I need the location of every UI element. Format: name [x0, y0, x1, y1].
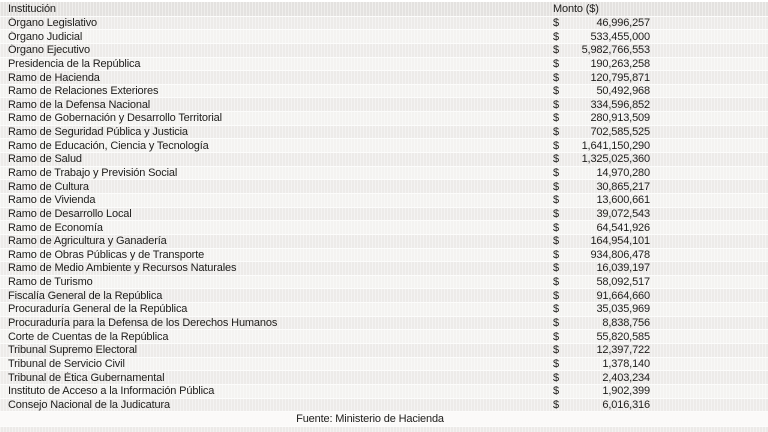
source-note: Fuente: Ministerio de Hacienda — [296, 413, 444, 426]
currency-symbol: $ — [553, 180, 559, 193]
amount-value: 55,820,585 — [596, 330, 650, 343]
amount-value: 280,913,509 — [590, 112, 650, 125]
institution-cell: Ramo de Medio Ambiente y Recursos Naturales — [8, 262, 237, 275]
institution-cell: Presidencia de la República — [8, 57, 141, 70]
institution-cell: Ramo de Gobernación y Desarrollo Territorial — [8, 112, 222, 125]
table-row — [0, 221, 768, 235]
amount-value: 334,596,852 — [590, 98, 650, 111]
institution-cell: Ramo de Economía — [8, 221, 103, 234]
table-row — [0, 208, 768, 222]
currency-symbol: $ — [553, 112, 559, 125]
amount-cell — [553, 181, 650, 193]
table-row — [0, 71, 768, 85]
institution-cell: Consejo Nacional de la Judicatura — [8, 398, 170, 411]
table-row — [0, 30, 768, 44]
institution-cell: Tribunal de Servicio Civil — [8, 357, 125, 370]
currency-symbol: $ — [553, 85, 559, 98]
amount-cell — [553, 344, 650, 356]
table-row — [0, 303, 768, 317]
amount-value: 1,378,140 — [602, 357, 650, 370]
amount-cell — [553, 358, 650, 370]
currency-symbol: $ — [553, 344, 559, 357]
currency-symbol: $ — [553, 57, 559, 70]
table-row — [0, 85, 768, 99]
institution-cell: Procuraduría General de la República — [8, 303, 188, 316]
institution-cell: Fiscalía General de la República — [8, 289, 163, 302]
amount-value: 16,039,197 — [596, 262, 650, 275]
currency-symbol: $ — [553, 235, 559, 248]
table-row — [0, 344, 768, 358]
amount-cell — [553, 222, 650, 234]
amount-value: 190,263,258 — [590, 57, 650, 70]
table-row — [0, 358, 768, 372]
table-row — [0, 126, 768, 140]
currency-symbol: $ — [553, 371, 559, 384]
currency-symbol: $ — [553, 330, 559, 343]
table-row — [0, 58, 768, 72]
amount-value: 5,982,766,553 — [581, 44, 650, 57]
amount-cell — [553, 126, 650, 138]
institution-column-header: Institución — [8, 2, 56, 15]
table-row — [0, 276, 768, 290]
amount-cell — [553, 399, 650, 411]
currency-symbol: $ — [553, 276, 559, 289]
currency-symbol: $ — [553, 385, 559, 398]
amount-cell — [553, 167, 650, 179]
amount-cell — [553, 235, 650, 247]
amount-cell — [553, 153, 650, 165]
amount-value: 164,954,101 — [590, 235, 650, 248]
amount-value: 39,072,543 — [596, 207, 650, 220]
amount-value: 2,403,234 — [602, 371, 650, 384]
table-row — [0, 371, 768, 385]
institution-cell: Ramo de la Defensa Nacional — [8, 98, 151, 111]
institution-cell: Órgano Legislativo — [8, 16, 98, 29]
amount-value: 1,641,150,290 — [581, 139, 650, 152]
amount-value: 934,806,478 — [590, 248, 650, 261]
bottom-strip — [0, 427, 768, 432]
currency-symbol: $ — [553, 289, 559, 302]
amount-value: 46,996,257 — [596, 16, 650, 29]
currency-symbol: $ — [553, 317, 559, 330]
amount-cell — [553, 317, 650, 329]
amount-column-header: Monto ($) — [553, 2, 599, 15]
currency-symbol: $ — [553, 303, 559, 316]
amount-cell — [553, 85, 650, 97]
table-row — [0, 385, 768, 399]
amount-value: 30,865,217 — [596, 180, 650, 193]
table-row — [0, 167, 768, 181]
institution-cell: Ramo de Agricultura y Ganadería — [8, 235, 167, 248]
amount-value: 8,838,756 — [602, 317, 650, 330]
amount-value: 1,325,025,360 — [581, 153, 650, 166]
amount-cell — [553, 140, 650, 152]
amount-value: 6,016,316 — [602, 398, 650, 411]
institution-cell: Ramo de Educación, Ciencia y Tecnología — [8, 139, 209, 152]
amount-cell — [553, 44, 650, 56]
amount-value: 35,035,969 — [596, 303, 650, 316]
table-body — [0, 17, 768, 413]
currency-symbol: $ — [553, 30, 559, 43]
amount-cell — [553, 17, 650, 29]
institution-cell: Ramo de Desarrollo Local — [8, 207, 132, 220]
table-row — [0, 235, 768, 249]
amount-cell — [553, 385, 650, 397]
amount-cell — [553, 112, 650, 124]
institution-cell: Ramo de Salud — [8, 153, 82, 166]
amount-cell — [553, 249, 650, 261]
currency-symbol: $ — [553, 139, 559, 152]
table-row — [0, 399, 768, 413]
currency-symbol: $ — [553, 262, 559, 275]
amount-cell — [553, 262, 650, 274]
institution-cell: Ramo de Obras Públicas y de Transporte — [8, 248, 205, 261]
institution-cell: Tribunal Supremo Electoral — [8, 344, 137, 357]
amount-value: 14,970,280 — [596, 167, 650, 179]
table-row — [0, 139, 768, 153]
amount-cell — [553, 208, 650, 220]
currency-symbol: $ — [553, 44, 559, 57]
amount-value: 120,795,871 — [590, 71, 650, 84]
amount-value: 58,092,517 — [596, 276, 650, 289]
institution-cell: Ramo de Vivienda — [8, 194, 96, 207]
amount-cell — [553, 58, 650, 70]
amount-cell — [553, 290, 650, 302]
institution-cell: Ramo de Seguridad Pública y Justicia — [8, 126, 188, 139]
institution-cell: Órgano Ejecutivo — [8, 44, 90, 57]
budget-table — [0, 2, 768, 427]
currency-symbol: $ — [553, 207, 559, 220]
currency-symbol: $ — [553, 98, 559, 111]
amount-cell — [553, 372, 650, 384]
institution-cell: Ramo de Turismo — [8, 276, 93, 289]
currency-symbol: $ — [553, 167, 559, 179]
amount-value: 1,902,399 — [602, 385, 650, 398]
amount-cell — [553, 99, 650, 111]
amount-cell — [553, 303, 650, 315]
currency-symbol: $ — [553, 221, 559, 234]
table-row — [0, 194, 768, 208]
institution-cell: Órgano Judicial — [8, 30, 83, 43]
currency-symbol: $ — [553, 126, 559, 139]
table-row — [0, 249, 768, 263]
table-row — [0, 317, 768, 331]
amount-value: 702,585,525 — [590, 126, 650, 139]
institution-cell: Procuraduría para la Defensa de los Derechos Humanos — [8, 317, 278, 330]
currency-symbol: $ — [553, 248, 559, 261]
table-row — [0, 98, 768, 112]
table-row — [0, 17, 768, 31]
table-header-row — [0, 2, 768, 17]
currency-symbol: $ — [553, 16, 559, 29]
amount-cell — [553, 331, 650, 343]
amount-value: 64,541,926 — [596, 221, 650, 234]
amount-value: 533,455,000 — [590, 30, 650, 43]
table-row — [0, 44, 768, 58]
currency-symbol: $ — [553, 153, 559, 166]
amount-cell — [553, 31, 650, 43]
amount-cell — [553, 194, 650, 206]
amount-value: 12,397,722 — [596, 344, 650, 357]
institution-cell: Ramo de Trabajo y Previsión Social — [8, 167, 178, 179]
institution-cell: Corte de Cuentas de la República — [8, 330, 169, 343]
amount-value: 91,664,660 — [596, 289, 650, 302]
currency-symbol: $ — [553, 194, 559, 207]
table-row — [0, 262, 768, 276]
amount-cell — [553, 276, 650, 288]
table-row — [0, 289, 768, 303]
table-footer-row — [0, 412, 768, 427]
institution-cell: Ramo de Cultura — [8, 180, 89, 193]
currency-symbol: $ — [553, 357, 559, 370]
institution-cell: Tribunal de Ética Gubernamental — [8, 371, 165, 384]
currency-symbol: $ — [553, 71, 559, 84]
table-row — [0, 153, 768, 167]
amount-cell — [553, 72, 650, 84]
institution-cell: Ramo de Hacienda — [8, 71, 100, 84]
table-row — [0, 180, 768, 194]
table-row — [0, 112, 768, 126]
amount-value: 13,600,661 — [596, 194, 650, 207]
currency-symbol: $ — [553, 398, 559, 411]
institution-cell: Instituto de Acceso a la Información Pública — [8, 385, 215, 398]
table-row — [0, 330, 768, 344]
amount-value: 50,492,968 — [596, 85, 650, 98]
institution-cell: Ramo de Relaciones Exteriores — [8, 85, 159, 98]
